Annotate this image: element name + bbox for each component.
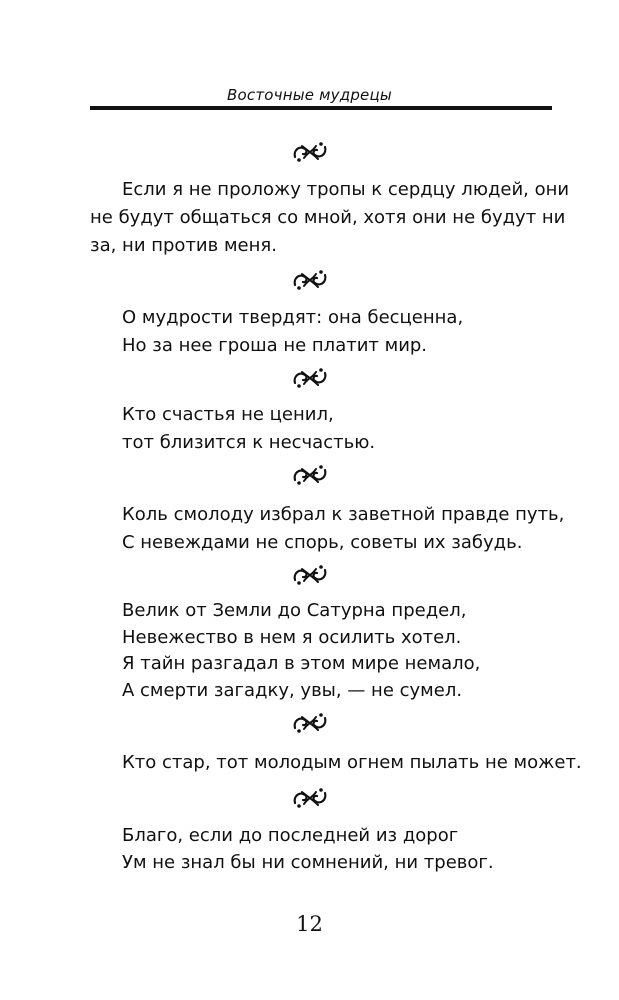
fleuron-ornament-icon — [0, 786, 619, 810]
saying-1-line-3: за, ни против меня. — [90, 235, 277, 256]
saying-1-line-1: Если я не проложу тропы к сердцу людей, они — [122, 179, 570, 200]
saying-3-line-2: тот близится к несчастью. — [122, 432, 376, 453]
saying-5-line-1: Велик от Земли до Сатурна предел, — [122, 600, 467, 621]
saying-7-line-2: Ум не знал бы ни сомнений, ни тревог. — [122, 852, 494, 873]
saying-5-line-2: Невежество в нем я осилить хотел. — [122, 627, 462, 648]
saying-2-line-2: Но за нее гроша не платит мир. — [122, 335, 428, 356]
fleuron-ornament-icon — [0, 463, 619, 487]
fleuron-ornament-icon — [0, 268, 619, 292]
saying-4-line-1: Коль смолоду избрал к заветной правде путь, — [122, 504, 565, 525]
fleuron-ornament-icon — [0, 140, 619, 164]
page-number: 12 — [296, 912, 323, 936]
fleuron-ornament-icon — [0, 711, 619, 735]
saying-7-line-1: Благо, если до последней из дорог — [122, 825, 459, 846]
fleuron-ornament-icon — [0, 563, 619, 587]
saying-4-line-2: С невеждами не спорь, советы их забудь. — [122, 532, 523, 553]
saying-1-line-2: не будут общаться со мной, хотя они не будут ни — [90, 207, 566, 228]
saying-2-line-1: О мудрости твердят: она бесценна, — [122, 307, 464, 328]
fleuron-ornament-icon — [0, 366, 619, 390]
running-title: Восточные мудрецы — [227, 86, 392, 104]
header-rule — [90, 106, 552, 110]
saying-6-line-1: Кто стар, тот молодым огнем пылать не может. — [122, 752, 582, 773]
saying-5-line-3: Я тайн разгадал в этом мире немало, — [122, 653, 481, 674]
saying-3-line-1: Кто счастья не ценил, — [122, 404, 334, 425]
saying-5-line-4: А смерти загадку, увы, — не сумел. — [122, 680, 463, 701]
